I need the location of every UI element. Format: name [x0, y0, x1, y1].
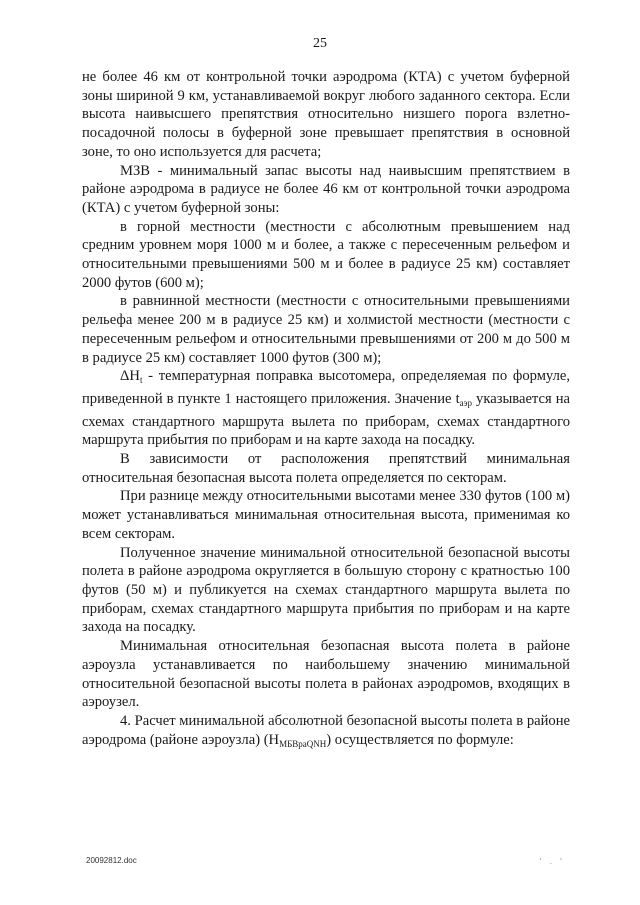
footer-file-code: 20092812.doc [86, 856, 137, 865]
paragraph-height-difference: При разнице между относительными высотами менее 330 футов (100 м) может устанавливаться минимальная относительная высота, применимая ко всем секторам. [82, 488, 570, 542]
temperature-text-a: - температурная поправка высотомера, определяемая по формуле, приведенной в пункте 1 настоящего приложения. Значение t [82, 368, 570, 407]
calculation-text-b: ) осуществляется по формуле: [326, 731, 514, 748]
paragraph-sectors: В зависимости от расположения препятствий минимальная относительная безопасная высота полета определяется по секторам. [82, 451, 570, 486]
paragraph-mountain-terrain: в горной местности (местности с абсолютным превышением над средним уровнем моря 1000 м и более, а также с пересеченным рельефом и относительными превышениями 500 м и более в радиусе 25 км) составляет 2000 футов (600 м); [82, 218, 570, 291]
footer-mark: ' . ' [540, 857, 565, 866]
paragraph-aerohub: Минимальная относительная безопасная высота полета в районе аэроузла устанавливается по наибольшему значению минимальной относительной безопасной высоты полета в районах аэродромов, входящих в аэроузел. [82, 638, 570, 711]
document-body [82, 68, 570, 753]
t-aer-subscript: аэр [459, 397, 472, 408]
paragraph-calculation-formula [82, 712, 570, 753]
paragraph-kta-buffer: не более 46 км от контрольной точки аэродрома (КТА) с учетом буферной зоны шириной 9 км, устанавливаемой вокруг любого заданного сектора. Если высота наивысшего препятствия относительно низшего порога взлетно-посадочной полосы в буферной зоне превышает препятствия в основной зоне, то оно используется для расчета; [82, 69, 570, 160]
page-number: 25 [313, 36, 327, 51]
paragraph-mzv-definition: МЗВ - минимальный запас высоты над наивысшим препятствием в районе аэродрома в радиусе не более 46 км от контрольной точки аэродрома (КТА) с учетом буферной зоны: [82, 162, 570, 216]
paragraph-temperature-correction [82, 367, 570, 450]
temperature-text-b: указывается на схемах стандартного маршрута вылета по приборам, схемах стандартного маршрута прибытия по приборам и на карте захода на посадку. [82, 390, 571, 449]
delta-h-symbol: ΔH [120, 368, 140, 385]
delta-h-subscript: t [139, 375, 143, 386]
paragraph-rounding: Полученное значение минимальной относительной безопасной высоты полета в районе аэродрома округляется в большую сторону с кратностью 100 футов (50 м) и публикуется на схемах стандартного маршрута вылета по приборам, схемах стандартного маршрута прибытия по приборам и на карте захода на посадку. [82, 544, 570, 636]
paragraph-plain-terrain: в равнинной местности (местности с относительными превышениями рельефа менее 200 м в радиусе 25 км) и холмистой местности (местности с пересеченным рельефом и относительными превышениями от 200 м до 500 м в радиусе 25 км) составляет 1000 футов (300 м); [82, 293, 570, 366]
h-mbv-subscript: МБВраQNH [279, 738, 327, 749]
calculation-text-a: 4. Расчет минимальной абсолютной безопасной высоты полета в районе аэродрома (районе аэроузла) (H [82, 712, 570, 748]
